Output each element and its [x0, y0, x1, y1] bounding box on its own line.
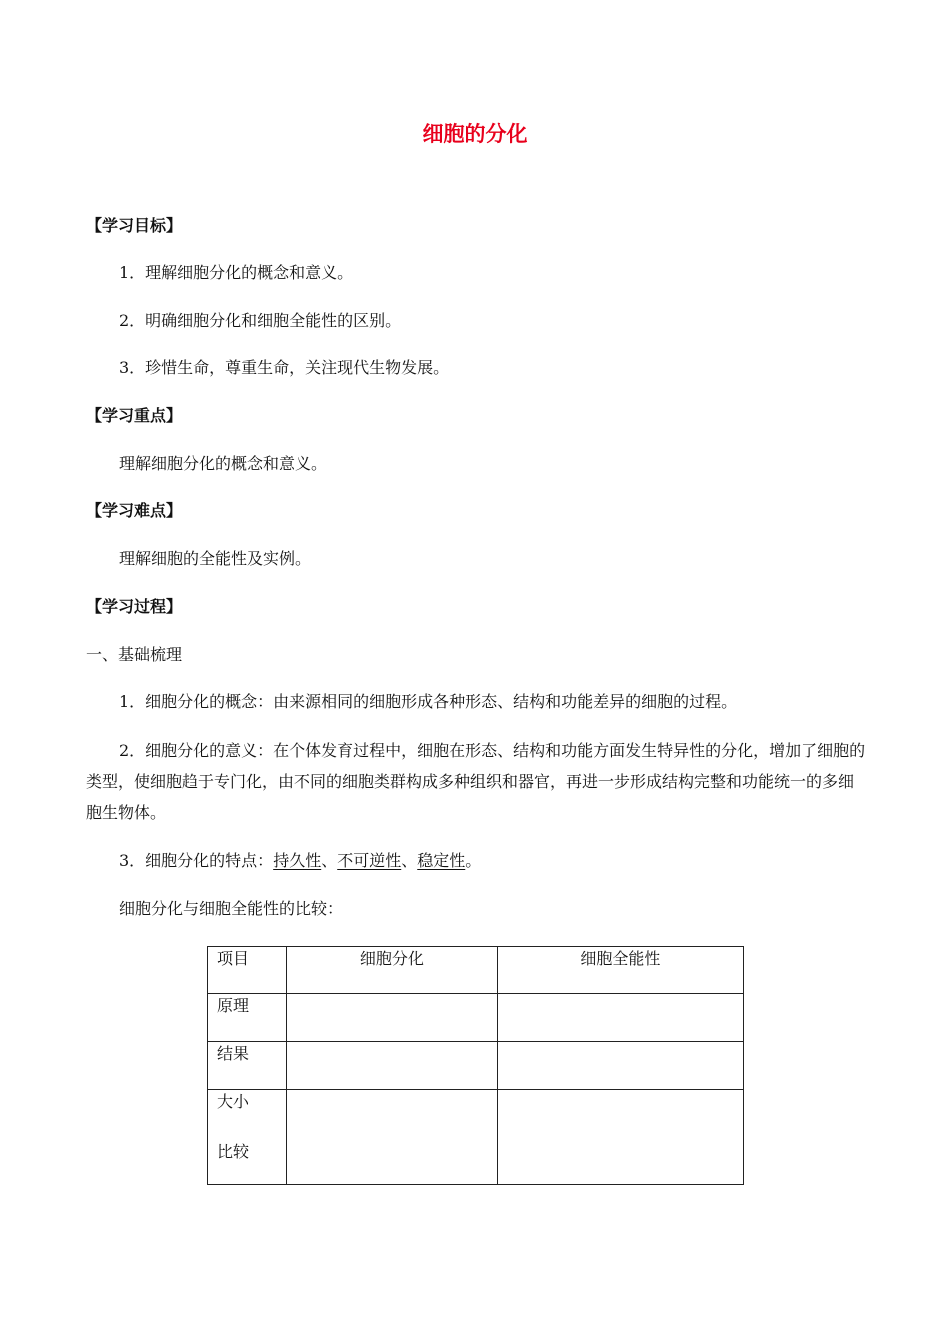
table-row [208, 1042, 744, 1090]
difficulties-heading: 【学习难点】 [86, 501, 183, 520]
table-cell-empty [497, 1090, 743, 1185]
table-cell-empty [497, 994, 743, 1042]
table-cell-empty [286, 1090, 497, 1185]
table-header-totipotency: 细胞全能性 [497, 947, 743, 994]
process-item-3 [119, 851, 481, 871]
table-header-row [208, 947, 744, 994]
process-item-1: 1．细胞分化的概念：由来源相同的细胞形成各种形态、结构和功能差异的细胞的过程。 [119, 692, 738, 711]
table-row-label-size-comparison [208, 1090, 287, 1185]
table-cell-empty [286, 994, 497, 1042]
process-heading: 【学习过程】 [86, 597, 183, 616]
basics-subheading: 一、基础梳理 [86, 645, 183, 664]
process-item-2: 2．细胞分化的意义：在个体发育过程中，细胞在形态、结构和功能方面发生特异性的分化，增加了细胞的类型，使细胞趋于专门化，由不同的细胞类群构成多种组织和器官，再进一步形成结构完整和功能统一的多细胞生物体。 [86, 741, 866, 822]
table-row-label-principle: 原理 [208, 994, 287, 1042]
table-header-item: 项目 [208, 947, 287, 994]
item3-sep-2: 、 [401, 851, 418, 870]
table-cell-empty [497, 1042, 743, 1090]
trait-stability: 稳定性 [417, 851, 466, 870]
table-header-differentiation: 细胞分化 [286, 947, 497, 994]
table-cell-empty [286, 1042, 497, 1090]
comparison-table [207, 946, 744, 1185]
key-points-text: 理解细胞分化的概念和意义。 [119, 454, 328, 473]
item3-end: 。 [465, 851, 482, 870]
page-title: 细胞的分化 [422, 122, 528, 146]
table-row-label-result: 结果 [208, 1042, 287, 1090]
trait-irreversibility: 不可逆性 [337, 851, 402, 870]
comparison-intro: 细胞分化与细胞全能性的比较： [119, 899, 344, 918]
label-line-1: 大小 [217, 1092, 250, 1111]
table-row [208, 1090, 744, 1185]
objective-item-1: 1．理解细胞分化的概念和意义。 [119, 263, 354, 282]
table-row [208, 994, 744, 1042]
label-line-2: 比较 [217, 1142, 250, 1161]
objective-item-3: 3．珍惜生命，尊重生命，关注现代生物发展。 [119, 358, 450, 377]
objective-item-2: 2．明确细胞分化和细胞全能性的区别。 [119, 311, 402, 330]
difficulties-text: 理解细胞的全能性及实例。 [119, 549, 312, 568]
item3-prefix: 3．细胞分化的特点： [119, 851, 274, 870]
key-points-heading: 【学习重点】 [86, 406, 183, 425]
item3-sep-1: 、 [321, 851, 338, 870]
objectives-heading: 【学习目标】 [86, 216, 183, 235]
trait-persistence: 持久性 [273, 851, 322, 870]
